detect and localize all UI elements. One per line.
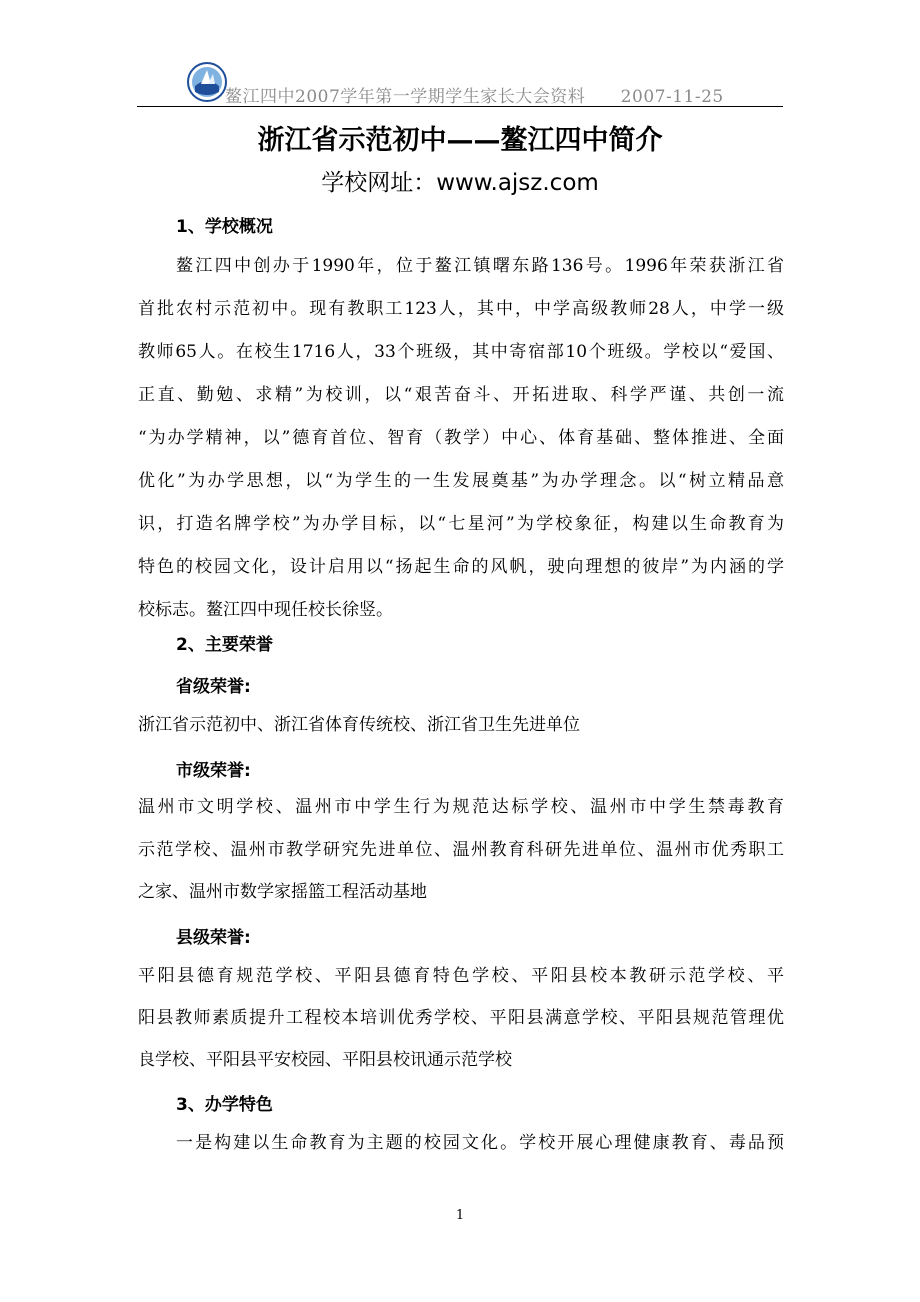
paragraph-line: 识，打造名牌学校”为办学目标，以“七星河”为学校象征，构建以生命教育为 [138,514,784,534]
paragraph-line: 鳌江四中创办于1990年，位于鳌江镇曙东路136号。1996年荣获浙江省 [176,256,784,276]
paragraph-line: 平阳县德育规范学校、平阳县德育特色学校、平阳县校本教研示范学校、平 [138,966,784,986]
city-honors-label: 市级荣誉: [176,761,251,781]
paragraph-line: 良学校、平阳县平安校园、平阳县校讯通示范学校 [138,1050,512,1070]
document-title: 浙江省示范初中——鳌江四中简介 [257,125,663,156]
section-heading-features: 3、办学特色 [176,1095,273,1115]
page-header [137,62,783,107]
school-logo-icon [187,62,227,102]
paragraph-line: 正直、勤勉、求精”为校训，以“艰苦奋斗、开拓进取、科学严谨、共创一流 [138,385,784,405]
paragraph-line: “为办学精神，以”德育首位、智育（教学）中心、体育基础、整体推进、全面 [138,428,784,448]
section-heading-honors: 2、主要荣誉 [176,635,273,655]
paragraph-line: 之家、温州市数学家摇篮工程活动基地 [138,882,427,902]
paragraph-line: 浙江省示范初中、浙江省体育传统校、浙江省卫生先进单位 [138,715,580,735]
paragraph-line: 首批农村示范初中。现有教职工123人，其中，中学高级教师28人，中学一级 [138,299,784,319]
paragraph-line: 教师65人。在校生1716人，33个班级，其中寄宿部10个班级。学校以“爱国、 [138,342,784,362]
paragraph-line: 校标志。鳌江四中现任校长徐竖。 [138,600,393,620]
paragraph-line: 特色的校园文化，设计启用以“扬起生命的风帆，驶向理想的彼岸”为内涵的学 [138,557,784,577]
header-text: 鳌江四中2007学年第一学期学生家长大会资料 2007-11-25 [225,87,724,107]
provincial-honors-label: 省级荣誉: [176,677,251,697]
section-heading-overview: 1、学校概况 [176,217,273,237]
county-honors-label: 县级荣誉: [176,928,251,948]
paragraph-line: 一是构建以生命教育为主题的校园文化。学校开展心理健康教育、毒品预 [176,1133,784,1153]
paragraph-line: 优化”为办学思想，以“为学生的一生发展奠基”为办学理念。以“树立精品意 [138,471,784,491]
paragraph-line: 阳县教师素质提升工程校本培训优秀学校、平阳县满意学校、平阳县规范管理优 [138,1008,784,1028]
school-website: 学校网址：www.ajsz.com [321,170,599,196]
paragraph-line: 示范学校、温州市教学研究先进单位、温州教育科研先进单位、温州市优秀职工 [138,840,784,860]
page-number: 1 [455,1208,465,1223]
paragraph-line: 温州市文明学校、温州市中学生行为规范达标学校、温州市中学生禁毒教育 [138,797,784,817]
